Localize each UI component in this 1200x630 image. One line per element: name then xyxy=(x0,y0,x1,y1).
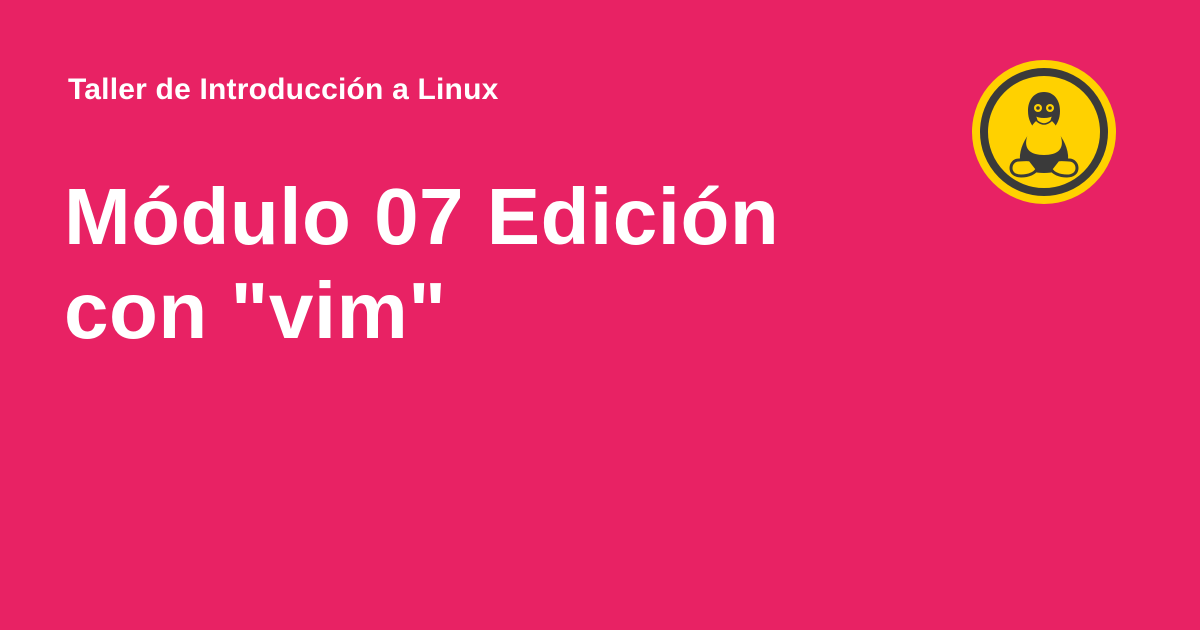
tux-penguin-icon xyxy=(972,60,1116,204)
linux-logo xyxy=(972,60,1116,204)
module-title: Módulo 07 Edición con "vim" xyxy=(64,172,780,355)
course-subtitle: Taller de Introducción a Linux xyxy=(68,73,499,106)
